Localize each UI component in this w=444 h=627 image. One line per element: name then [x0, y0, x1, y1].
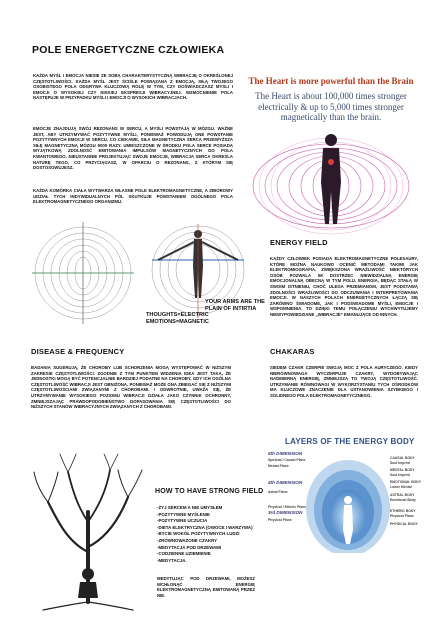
intro-paragraph-3: KAŻDA KOMÓRKA CIAŁA WYTWARZA WŁASNE POLE ELEKTROMAGNETYCZNE, A ZBIOROWY UDZIAŁ TYCH INDYWIDUALNYCH PÓL SKUTKUJE POWSTANIEM OGÓLNEGO POLA ELEKTROMAGNETYCZNEGO ORGANIZMU.: [33, 188, 233, 205]
chakaras-heading: CHAKARAS: [270, 347, 315, 356]
list-item: -CODZIENNE UZIEMIENIE: [157, 551, 211, 557]
intro-paragraph-2: EMOCJE ZNAJDUJĄ SWÓJ REZONANS W SERCU, A MYŚLI POWSTAJĄ W MÓZGU. WAŻNE JEST, ABY UTRZYMYWAĆ POZYTYWNE MYŚLI, PONIEWAŻ POWODUJĄ ONE POWSTANIE POZYTYWNYCH EMOCJI W SERCU. CO CIEKAWE, SIŁA MAGNETYCZNA SERCA PRZEWYŻSZA SIŁĘ MAGNETYCZNĄ MÓZGU 5000 RAZY. UMIESZCZONE W ŚRODKU POLA SERCE POSIADA WYJĄTKOWĄ ZDOLNOŚĆ EMITOWANIA IMPULSÓW MAGNETYCZNYCH DO POLA KWANTOWEGO. NIEUSTANNIE PROJEKTUJĄC SWOJE EMOCJE, WIBRACJA SERCA OKREŚLA NATURĘ TEGO, CO PRZYCIĄGASZ, W OPARCIU O REZONANS, Z KTÓRYM SIĘ DOSTOSOWUJESZ.: [33, 126, 233, 171]
right-label-4: Soul Imprint: [390, 473, 410, 477]
chakaras-text: SIEDEM CZAKR CZERPIE SWOJĄ MOC Z POLA AURYCZEGO. KIEDY NIERÓWNOWAGA WYCZERPUJE CZAKRY, WYDOBYWAJĄC NADMIERNĄ ENERGIĘ, ZMNIEJSZA TO TWOJĄ CZĘSTOTLIWOŚĆ. UTRZYMANIE RÓWNOWAGI W WYKORZYSTANIU TYCH OŚRODKÓW MA KLUCZOWE ZNACZENIE DLA USTANOWIENIA SZYBKIEGO I SOLIDNEGO POLA ELEKTROMAGNETYCZNEGO.: [270, 365, 418, 398]
left-label-2: Mental Plane: [268, 464, 289, 468]
list-item: -BYCIE WOKÓŁ POZYTYWNYCH LUDZI: [157, 531, 240, 537]
strong-field-heading: HOW TO HAVE STRONG FIELD: [155, 488, 264, 495]
left-label-5: Physical Plane: [268, 518, 292, 522]
left-label-3: Astral Plane: [268, 490, 288, 494]
dimension-3: 3rd DIMENSION: [268, 510, 303, 515]
list-item: -DIETA ELEKTRYCZNA (OWOCE I WARZYWA): [157, 524, 253, 530]
right-label-2: Soul Imprint: [390, 461, 410, 465]
caption-arms-plain: YOUR ARMS ARE THE PLAIN OF INTIRTIA: [205, 299, 265, 312]
list-item: -POZYTYWNE UCZUCIA: [157, 518, 208, 524]
disease-heading: DISEASE & FREQUENCY: [31, 347, 125, 356]
right-label-10: Physical Plane: [390, 514, 414, 518]
strong-field-footer: MEDYTUJĄC POD DRZEWAMI, MOŻESZ WCHŁONĄĆ ENERGIĘ ELEKTROMAGNETYCZNĄ EMITOWANĄ PRZEZ NIE.: [157, 576, 255, 598]
caption-thoughts-emotions: THOUGHTS=ELECTRIC EMOTIONS=MAGNETIC: [146, 312, 209, 325]
heart-image-title: The Heart is more powerful than the Brain: [248, 76, 414, 86]
heart-image-subtitle: The Heart is about 100,000 times stronger electrically & up to 5,000 times stronger magnetically than the brain.: [255, 91, 407, 122]
heart-brain-image: [241, 74, 421, 244]
energy-field-text: KAŻDY CZŁOWIEK POSIADA ELEKTROMAGNETYCZNE POLESAURY, KTÓRE MOŻNA NAUKOWO OCENIĆ METODAMI TAKIMI JAK ELEKTROMIOGRAFIA. ZWIĘKSZONA WRAŻLIWOŚĆ NIEKTÓRYCH OSÓB POZWALA IM DOSTRZEC NIEWIDZIALNĄ ENERGIĘ EMOCJONALNĄ OBECNĄ W TYM POLU. ENERGIA, BĘDĄC STAŁĄ W SWOIM ISTNIENIU, CHOĆ ULEGA PRZEMIANOM, JEST PODSTAWĄ ZDOLNOŚCI WRAŻLIWOŚCI DO ODCZUWANIA I INTERPRETOWANIA EMOCJI. W NASZYCH POLACH ENERGETYCZNYCH ŁĄCZĄ SIĘ ZARÓWNO ŚWIADOME, JAK I PODŚWIADOME MYŚLI, EMOCJE I WSPOMNIENIA. TO DZIĘKI TEMU POŁĄCZENIU WYCHWYTUJEMY NIEWYPOWIEDZIANE „WIBRACJE” EMANUJĄCE OD INNYCH.: [270, 256, 418, 317]
energy-field-heading: ENERGY FIELD: [270, 238, 328, 247]
layers-title: LAYERS OF THE ENERGY BODY: [285, 437, 415, 446]
right-label-6: Lower Mental: [390, 485, 412, 489]
list-item: -POZYTYWNE MYŚLENIE: [157, 511, 210, 517]
list-item: -MEDYTACJA.: [157, 557, 187, 563]
right-label-5: EMOTIONAL BODY: [390, 480, 422, 484]
right-label-7: ASTRAL BODY: [390, 493, 415, 497]
left-label-1: Spiritual / Causal Plane: [268, 458, 306, 462]
right-label-11: PHYSICAL BODY: [390, 522, 418, 526]
dimension-4: 4th DIMENSION: [268, 480, 303, 485]
right-label-8: Emotional Body: [390, 498, 416, 502]
strong-field-list: [157, 505, 257, 564]
right-label-1: CAUSAL BODY: [390, 456, 415, 460]
list-item: -ŻYJ SERCEM A NIE UMYSŁEM: [157, 505, 223, 510]
disease-text: BADANIA SUGERUJĄ, ŻE CHOROBY LUB SCHORZENIA MOGĄ WYSTĘPOWAĆ W NIŻSZYM ZAKRESIE CZĘSTOTLIWOŚCI. ZGODNIE Z TYM PUNKTEM WIDZENIA IDEA JEST TAKA, ŻE JEDNOSTKI MOGĄ BYĆ POTENCJALNIE BARDZIEJ PODATNE NA CHOROBY, GDY ICH OGÓLNA CZĘSTOTLIWOŚĆ WIBRACJI JEST OBNIŻONA. PONIEWAŻ MOŻE ONA ZBIEGAĆ SIĘ Z NIŻSZYMI CZĘSTOTLIWOŚCIAMI ZWIĄZANYMI Z CHOROBAMI. I ODWROTNIE, UWAŻA SIĘ, ŻE UTRZYMYWANIE WYSOKIEGO POZIOMU WIBRACJI DZIAŁA JAKO CZYNNIK OCHRONNY, ZMNIEJSZAJĄC PRAWDOPODOBIEŃSTWO DOPASOWANIA SIĘ CZĘSTOTLIWOŚCI DO NIŻSZYCH STANÓW WIBRACYJNYCH ZWIĄZANYCH Z CHOROBAMI.: [31, 365, 231, 410]
list-item: -MEDYTACJA POD DRZEWAMI: [157, 544, 222, 550]
page-title: POLE ENERGETYCZNE CZŁOWIEKA: [32, 44, 225, 56]
left-label-4: Physical / Etheric Plane: [268, 505, 307, 509]
right-label-3: MENTAL BODY: [390, 468, 415, 472]
intro-paragraph-1: KAŻDA MYŚL I EMOCJA NIESIE ZE SOBĄ CHARAKTERYSTYCZNĄ WIBRACJĘ O OKREŚLONEJ CZĘSTOTLIWOŚCI. KAŻDA MYŚL JEST ŚCIŚLE POWIĄZANA Z EMOCJĄ, SIŁĄ TWOJEGO OSOBISTEGO POLA ODGRYWA KLUCZOWĄ ROLĘ W TYM, CZY DOŚWIADCZASZ MYŚLI I EMOCJI O WYSOKIEJ CZY NISKIEJ EKSPRESJI WIBRACYJNEJ. WZMOCNIENIE POLA NASTĘPUJE W PRZYPADKU MYŚLI I EMOCJI O WYSOKICH WIBRACJACH.: [33, 73, 233, 101]
right-label-9: ETHERIC BODY: [390, 509, 416, 513]
dimension-5: 5th DIMENSION: [268, 451, 303, 456]
tree-illustration: [28, 452, 148, 612]
list-item: -ZRÓWNOWAŻONE CZAKRY: [157, 537, 218, 543]
